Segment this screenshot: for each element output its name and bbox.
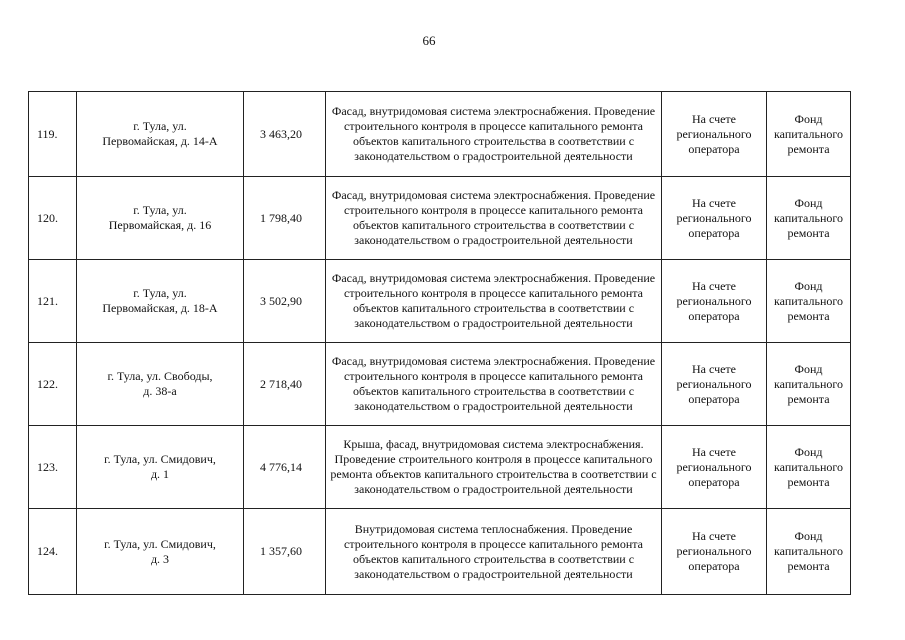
works-table-body [29, 92, 851, 595]
row-number-cell: 122. [29, 343, 77, 426]
address-cell: г. Тула, ул. Первомайская, д. 16 [77, 177, 244, 260]
table-row [29, 426, 851, 509]
row-number-cell: 120. [29, 177, 77, 260]
cost-cell: 4 776,14 [244, 426, 326, 509]
work-description-cell: Внутридомовая система теплоснабжения. Проведение строительного контроля в процессе капитального ремонта объектов капитального строительства в соответствии с законодательством о градостроительной деятельности [326, 509, 662, 595]
work-description-cell: Фасад, внутридомовая система электроснабжения. Проведение строительного контроля в процессе капитального ремонта объектов капитального строительства в соответствии с законодательством о градостроительной деятельности [326, 177, 662, 260]
funding-source-cell: Фонд капитального ремонта [767, 92, 851, 177]
row-number-cell: 119. [29, 92, 77, 177]
row-number-cell: 123. [29, 426, 77, 509]
cost-cell: 1 357,60 [244, 509, 326, 595]
address-cell: г. Тула, ул. Первомайская, д. 18-А [77, 260, 244, 343]
table-row [29, 509, 851, 595]
work-description-cell: Фасад, внутридомовая система электроснабжения. Проведение строительного контроля в процессе капитального ремонта объектов капитального строительства в соответствии с законодательством о градостроительной деятельности [326, 260, 662, 343]
table-row [29, 260, 851, 343]
address-cell: г. Тула, ул. Свободы, д. 38-а [77, 343, 244, 426]
row-number-cell: 124. [29, 509, 77, 595]
cost-cell: 1 798,40 [244, 177, 326, 260]
account-cell: На счете регионального оператора [662, 343, 767, 426]
funding-source-cell: Фонд капитального ремонта [767, 260, 851, 343]
account-cell: На счете регионального оператора [662, 509, 767, 595]
funding-source-cell: Фонд капитального ремонта [767, 509, 851, 595]
address-cell: г. Тула, ул. Первомайская, д. 14-А [77, 92, 244, 177]
table-row [29, 177, 851, 260]
address-cell: г. Тула, ул. Смидович, д. 1 [77, 426, 244, 509]
works-table [28, 91, 851, 595]
funding-source-cell: Фонд капитального ремонта [767, 426, 851, 509]
row-number-cell: 121. [29, 260, 77, 343]
account-cell: На счете регионального оператора [662, 92, 767, 177]
work-description-cell: Крыша, фасад, внутридомовая система электроснабжения. Проведение строительного контроля в процессе капитального ремонта объектов капитального строительства в соответствии с законодательством о градостроительной деятельности [326, 426, 662, 509]
work-description-cell: Фасад, внутридомовая система электроснабжения. Проведение строительного контроля в процессе капитального ремонта объектов капитального строительства в соответствии с законодательством о градостроительной деятельности [326, 92, 662, 177]
cost-cell: 3 463,20 [244, 92, 326, 177]
account-cell: На счете регионального оператора [662, 260, 767, 343]
table-row [29, 343, 851, 426]
work-description-cell: Фасад, внутридомовая система электроснабжения. Проведение строительного контроля в процессе капитального ремонта объектов капитального строительства в соответствии с законодательством о градостроительной деятельности [326, 343, 662, 426]
page-number: 66 [422, 33, 436, 48]
address-cell: г. Тула, ул. Смидович, д. 3 [77, 509, 244, 595]
funding-source-cell: Фонд капитального ремонта [767, 177, 851, 260]
funding-source-cell: Фонд капитального ремонта [767, 343, 851, 426]
account-cell: На счете регионального оператора [662, 177, 767, 260]
cost-cell: 3 502,90 [244, 260, 326, 343]
cost-cell: 2 718,40 [244, 343, 326, 426]
account-cell: На счете регионального оператора [662, 426, 767, 509]
table-row [29, 92, 851, 177]
